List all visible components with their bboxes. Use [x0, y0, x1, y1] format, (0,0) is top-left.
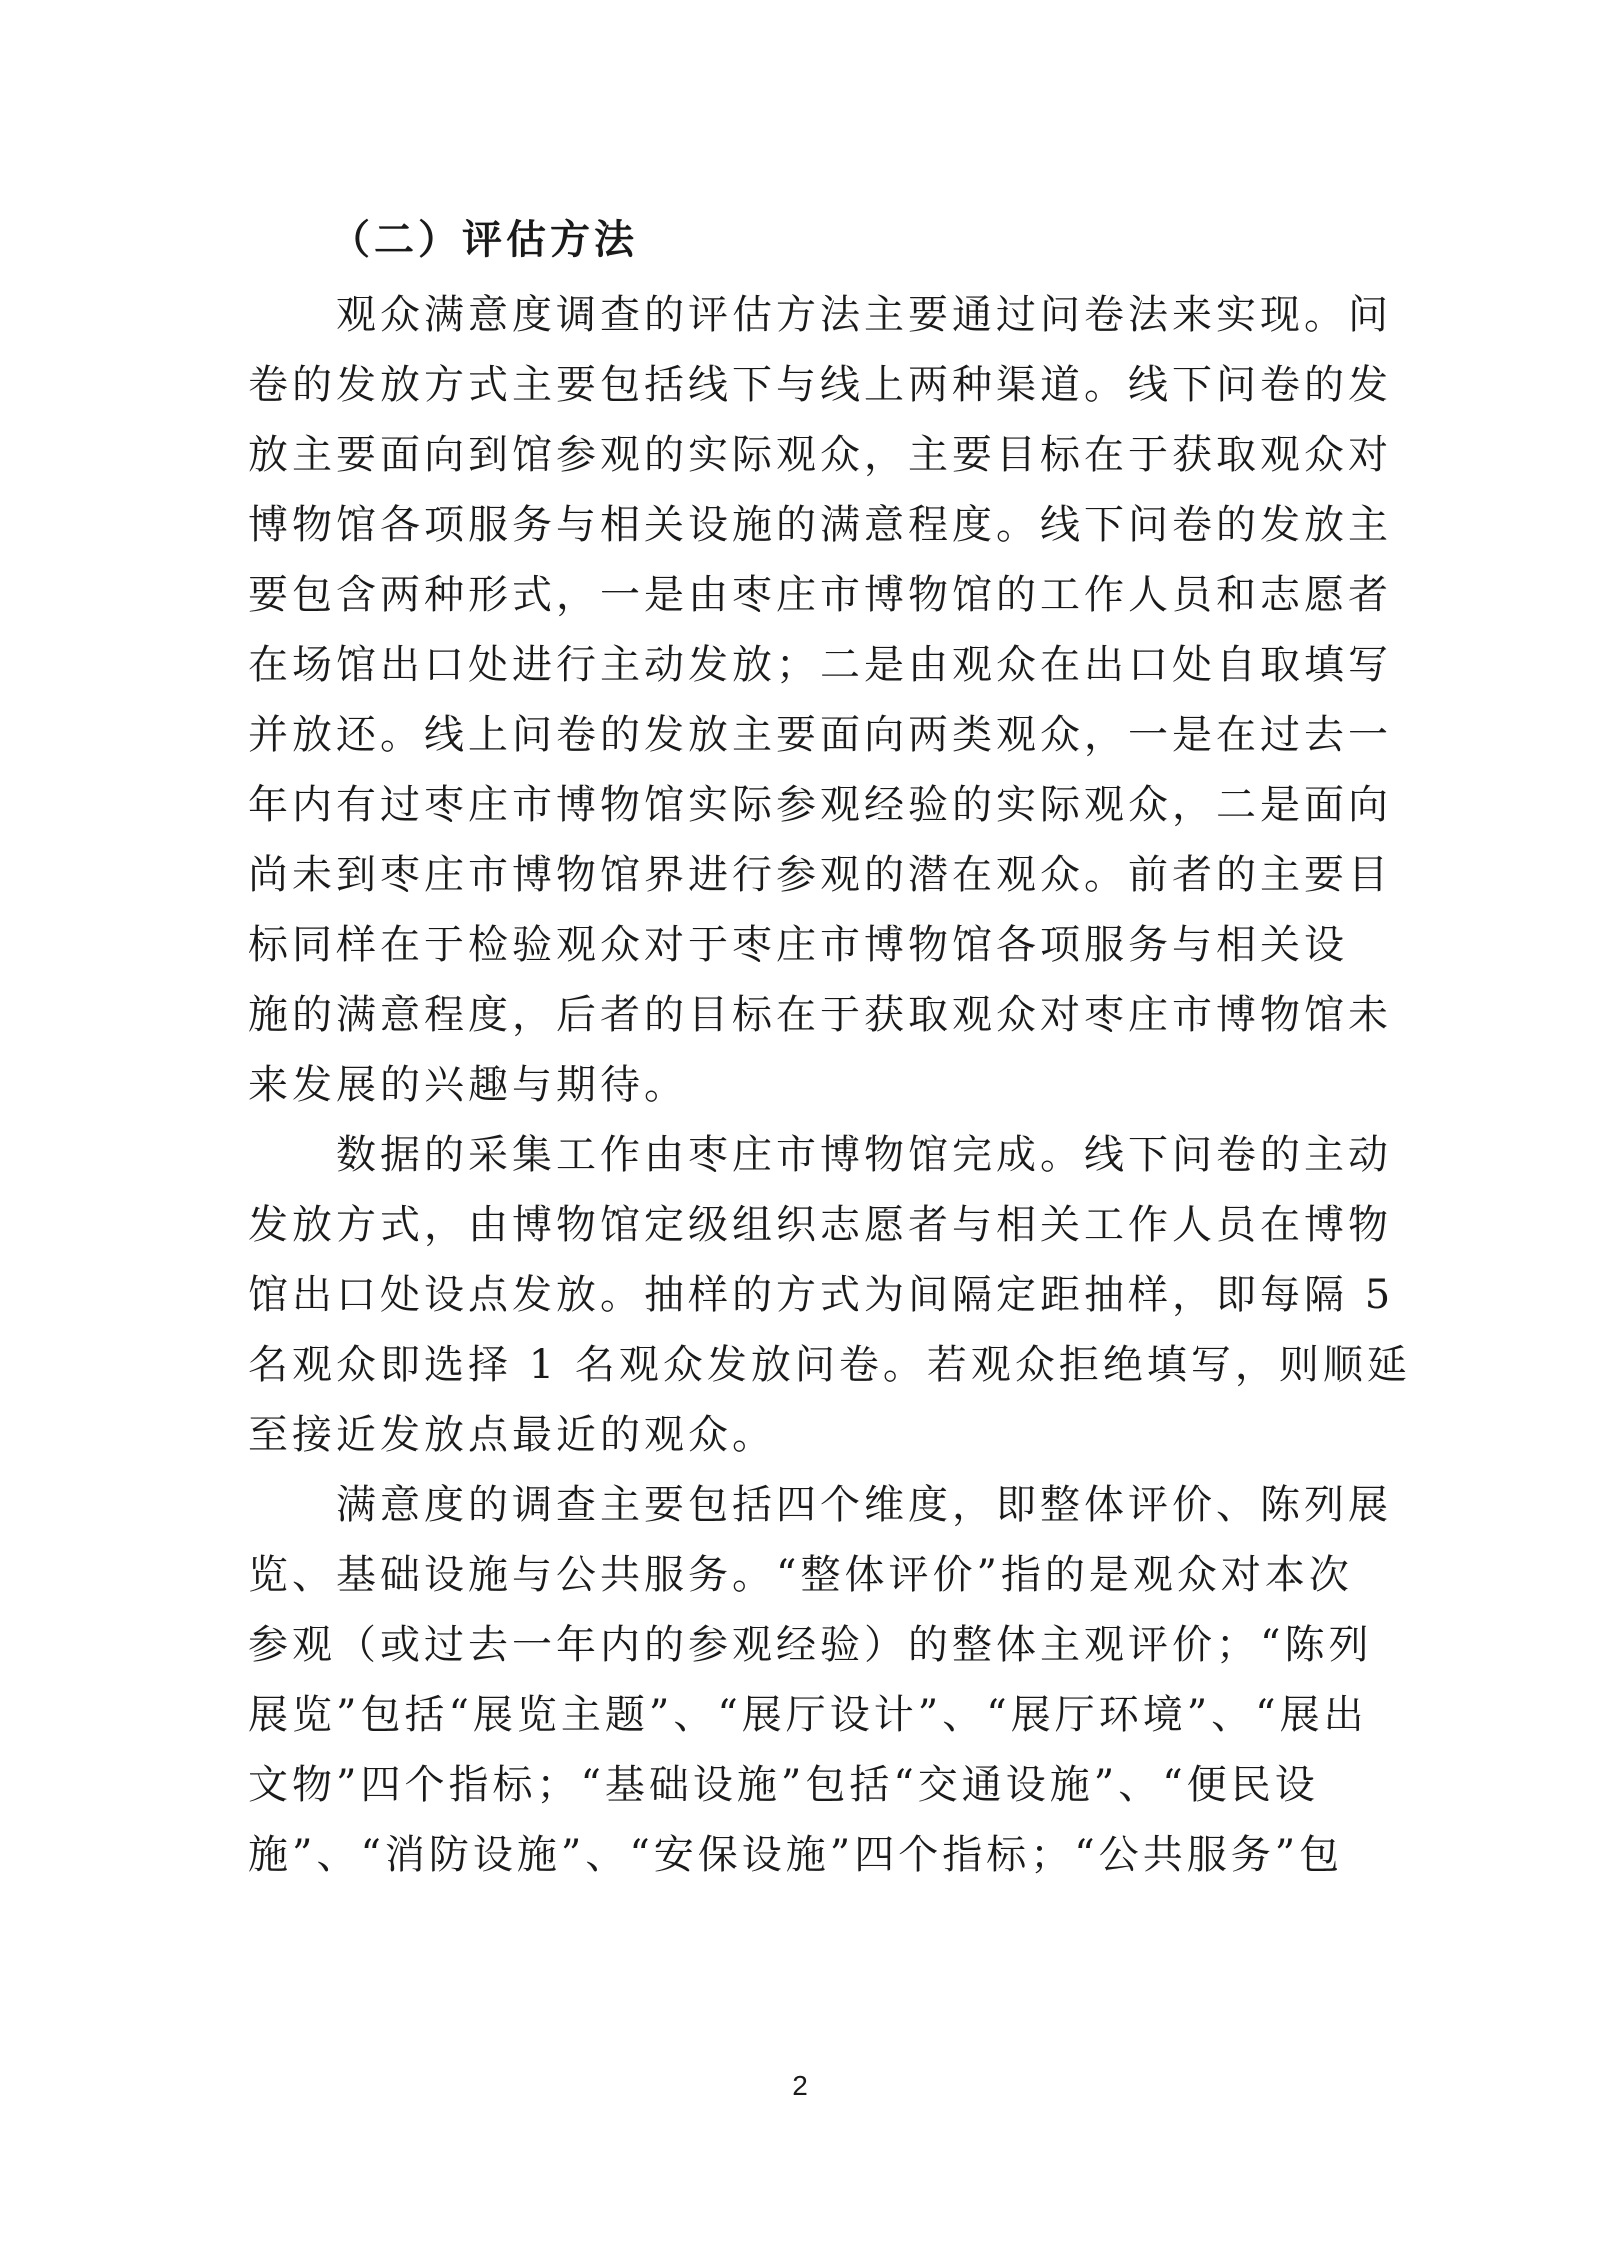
body-line: 名观众即选择 1 名观众发放问卷。若观众拒绝填写，则顺延: [248, 1342, 1411, 1388]
body-line: 标同样在于检验观众对于枣庄市博物馆各项服务与相关设: [248, 922, 1348, 968]
body-line: 展览”包括“展览主题”、“展厅设计”、“展厅环境”、“展出: [248, 1692, 1368, 1738]
body-line: 馆出口处设点发放。抽样的方式为间隔定距抽样，即每隔 5: [248, 1272, 1395, 1318]
body-line: 在场馆出口处进行主动发放；二是由观众在出口处自取填写: [248, 642, 1392, 688]
body-line: 参观（或过去一年内的参观经验）的整体主观评价；“陈列: [248, 1622, 1373, 1668]
body-line: 览、基础设施与公共服务。“整体评价”指的是观众对本次: [248, 1552, 1353, 1598]
body-line: 放主要面向到馆参观的实际观众，主要目标在于获取观众对: [248, 432, 1392, 478]
body-line: 满意度的调查主要包括四个维度，即整体评价、陈列展: [248, 1482, 1392, 1528]
body-line: 施的满意程度，后者的目标在于获取观众对枣庄市博物馆未: [248, 992, 1392, 1038]
body-line: 观众满意度调查的评估方法主要通过问卷法来实现。问: [248, 292, 1392, 338]
body-line: 数据的采集工作由枣庄市博物馆完成。线下问卷的主动: [248, 1132, 1392, 1178]
body-line: 卷的发放方式主要包括线下与线上两种渠道。线下问卷的发: [248, 362, 1392, 408]
body-line: 并放还。线上问卷的发放主要面向两类观众，一是在过去一: [248, 712, 1392, 758]
body-line: 文物”四个指标；“基础设施”包括“交通设施”、“便民设: [248, 1762, 1319, 1808]
page-number: 2: [792, 2070, 808, 2101]
section-heading: （二）评估方法: [330, 216, 638, 263]
body-line: 至接近发放点最近的观众。: [248, 1412, 776, 1458]
body-line: 施”、“消防设施”、“安保设施”四个指标；“公共服务”包: [248, 1832, 1344, 1878]
body-line: 尚未到枣庄市博物馆界进行参观的潜在观众。前者的主要目: [248, 852, 1392, 898]
body-line: 来发展的兴趣与期待。: [248, 1062, 688, 1108]
body-line: 年内有过枣庄市博物馆实际参观经验的实际观众，二是面向: [248, 782, 1392, 828]
body-line: 发放方式，由博物馆定级组织志愿者与相关工作人员在博物: [248, 1202, 1392, 1248]
body-line: 要包含两种形式，一是由枣庄市博物馆的工作人员和志愿者: [248, 572, 1392, 618]
body-line: 博物馆各项服务与相关设施的满意程度。线下问卷的发放主: [248, 502, 1392, 548]
